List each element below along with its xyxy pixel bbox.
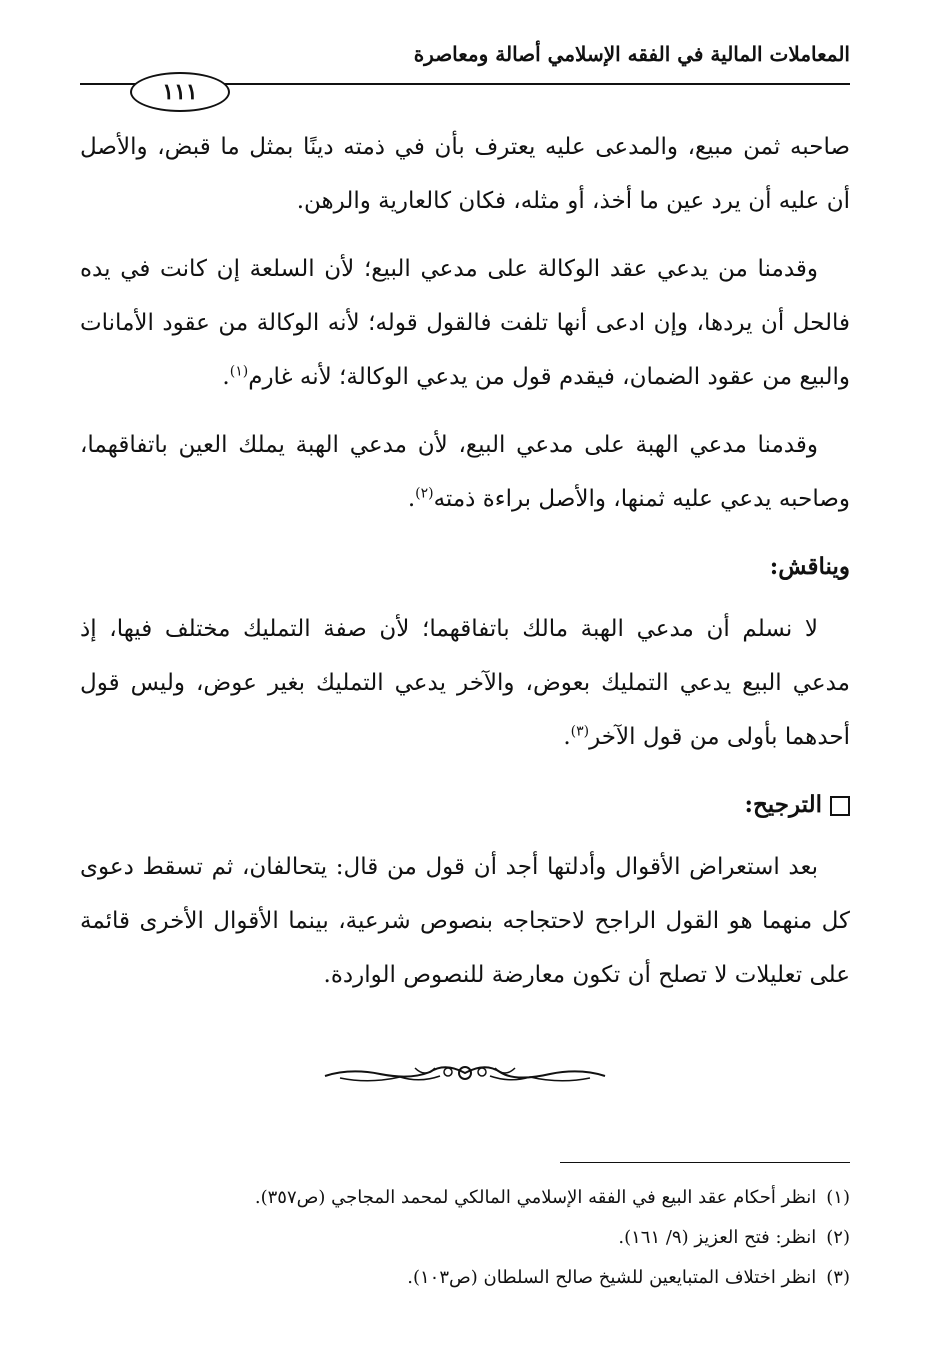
running-header-title: المعاملات المالية في الفقه الإسلامي أصالة ومعاصرة xyxy=(413,42,850,66)
footnote-ref[interactable]: (١) xyxy=(229,363,249,380)
paragraph: بعد استعراض الأقوال وأدلتها أجد أن قول من قال: يتحالفان، ثم تسقط دعوى كل منهما هو القول الراجح لاحتجاجه بنصوص شرعية، بينما الأقوال الأخرى قائمة على تعليلات لا تصلح أن تكون معارضة للنصوص الواردة. xyxy=(80,854,850,988)
footnote-separator xyxy=(560,1162,850,1163)
main-text xyxy=(80,120,850,1016)
ornament-divider xyxy=(320,1058,610,1088)
footnote-ref[interactable]: (٣) xyxy=(570,723,590,740)
paragraph: صاحبه ثمن مبيع، والمدعى عليه يعترف بأن في ذمته دينًا بمثل ما قبض، والأصل أن عليه أن يرد عين ما أخذ، أو مثله، فكان كالعارية والرهن. xyxy=(80,134,850,214)
discussion-heading: ويناقش: xyxy=(769,553,850,580)
footnote: (٢)انظر: فتح العزيز (٩/ ١٦١). xyxy=(618,1227,850,1248)
paragraph: وقدمنا مدعي الهبة على مدعي البيع، لأن مدعي الهبة يملك العين باتفاقهما، وصاحبه يدعي عليه ثمنها، والأصل براءة ذمته$^{(٢)}$. xyxy=(80,432,850,512)
paragraph: وقدمنا من يدعي عقد الوكالة على مدعي البيع؛ لأن السلعة إن كانت في يده فالحل أن يردها، وإن ادعى أنها تلفت فالقول قوله؛ لأنه الوكالة من عقود الأمانات والبيع من عقود الضمان، فيقدم قول من يدعي الوكالة؛ لأنه غارم$^{(١)}$. xyxy=(80,256,850,390)
footnote: (٣)انظر اختلاف المتبايعين للشيخ صالح السلطان (ص١٠٣). xyxy=(407,1267,850,1288)
footnote: (١)انظر أحكام عقد البيع في الفقه الإسلامي المالكي لمحمد المجاجي (ص٣٥٧). xyxy=(254,1187,850,1208)
square-bullet-icon xyxy=(830,796,850,816)
footnotes xyxy=(80,1178,850,1298)
page-number: ١١١ xyxy=(130,72,230,112)
tarjih-heading: الترجيح: xyxy=(80,778,850,832)
footnote-ref[interactable]: (٢) xyxy=(415,485,434,502)
paragraph: لا نسلم أن مدعي الهبة مالك باتفاقهما؛ لأن صفة التمليك مختلف فيها، إذ مدعي البيع يدعي التمليك بعوض، والآخر يدعي التمليك بغير عوض، وليس قول أحدهما بأولى من قول الآخر$^{(٣)}$. xyxy=(80,616,851,750)
